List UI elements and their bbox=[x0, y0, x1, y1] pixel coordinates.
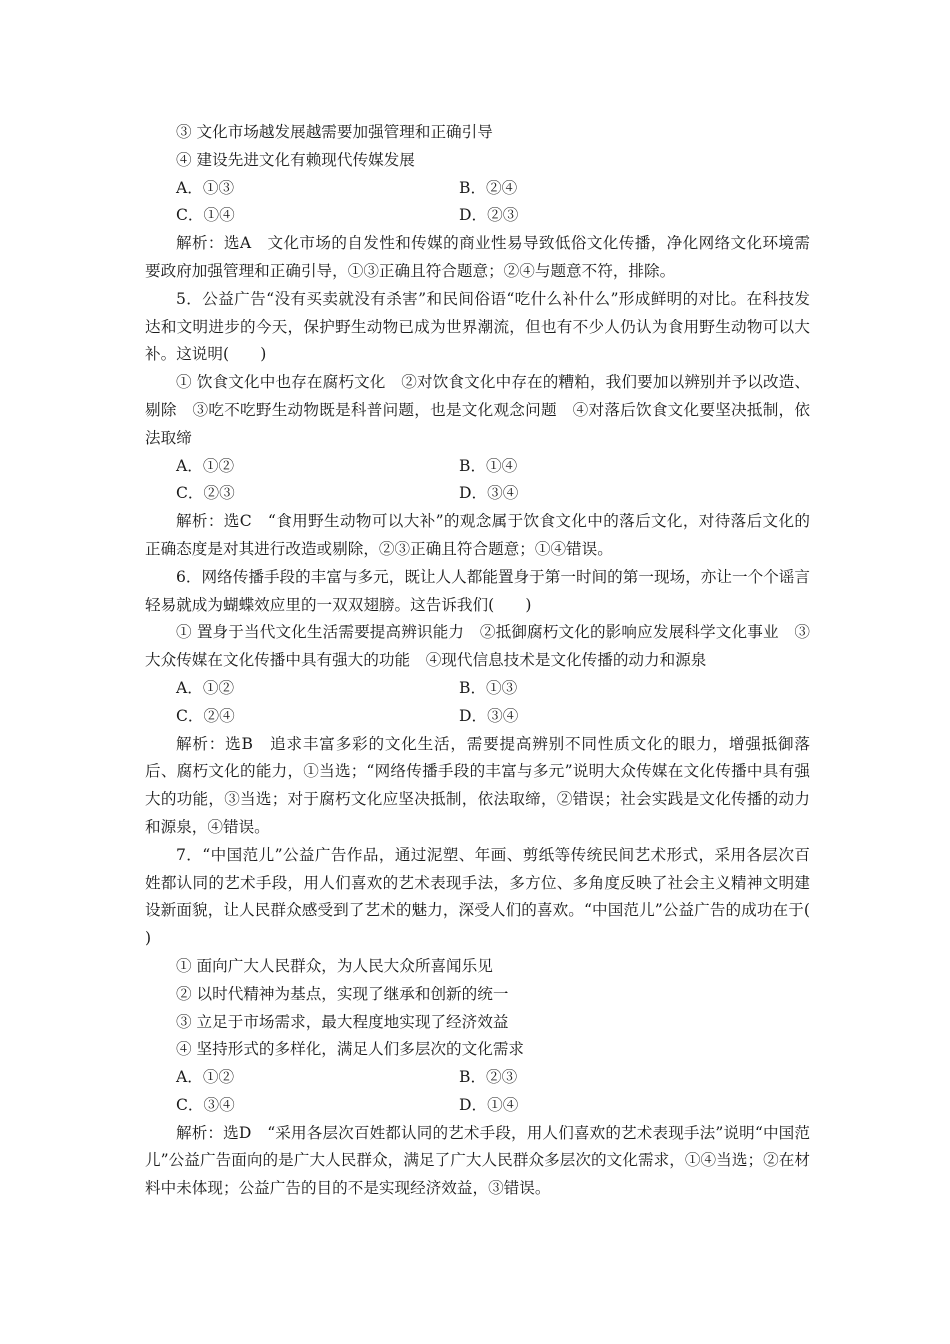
q4-options-row-2 bbox=[145, 202, 810, 230]
q6-option-a: A．①② bbox=[176, 678, 235, 697]
q7-option-a: A．①② bbox=[176, 1068, 235, 1087]
q5-option-d: D．③④ bbox=[459, 484, 519, 503]
q6-options-row-2 bbox=[145, 703, 810, 731]
q7-stem: 7．“中国范儿”公益广告作品，通过泥塑、年画、剪纸等传统民间艺术形式，采用各层次百姓都认同的艺术手段，用人们喜欢的艺术表现手法，多方位、多角度反映了社会主义精神文明建设新面貌，让人民群众感受到了艺术的魅力，深受人们的喜欢。“中国范儿”公益广告的成功在于( ) bbox=[145, 845, 842, 948]
document-content bbox=[145, 119, 842, 1203]
q5-option-a: A．①② bbox=[176, 456, 235, 475]
q7-statement-4: ④ 坚持形式的多样化，满足人们多层次的文化需求 bbox=[176, 1040, 525, 1059]
q6-option-b: B．①③ bbox=[459, 678, 518, 697]
q7-option-b: B．②③ bbox=[459, 1068, 518, 1087]
q5-option-b: B．①④ bbox=[459, 456, 518, 475]
q6-stem: 6．网络传播手段的丰富与多元，既让人人都能置身于第一时间的第一现场，亦让一个个谣言轻易就成为蝴蝶效应里的一双双翅膀。这告诉我们( ) bbox=[145, 567, 810, 614]
q5-option-c: C．②③ bbox=[176, 484, 235, 503]
q7-option-d: D．①④ bbox=[459, 1095, 519, 1114]
q6-analysis: 解析：选B 追求丰富多彩的文化生活，需要提高辨别不同性质文化的眼力，增强抵御落后、腐朽文化的能力，①当选；“网络传播手段的丰富与多元”说明大众传媒在文化传播中具有强大的功能，③当选；对于腐朽文化应坚决抵制，依法取缔，②错误；社会实践是文化传播的动力和源泉，④错误。 bbox=[145, 734, 810, 836]
q7-statement-3: ③ 立足于市场需求，最大程度地实现了经济效益 bbox=[176, 1012, 509, 1031]
q4-statement-4: ④ 建设先进文化有赖现代传媒发展 bbox=[176, 150, 415, 169]
q6-option-c: C．②④ bbox=[176, 706, 235, 725]
q5-statements: ① 饮食文化中也存在腐朽文化 ②对饮食文化中存在的糟粕，我们要加以辨别并予以改造、剔除 ③吃不吃野生动物既是科普问题，也是文化观念问题 ④对落后饮食文化要坚决抵制，依法取缔 bbox=[145, 373, 810, 447]
q4-option-d: D．②③ bbox=[459, 206, 519, 225]
q5-stem: 5．公益广告“没有买卖就没有杀害”和民间俗语“吃什么补什么”形成鲜明的对比。在科技发达和文明进步的今天，保护野生动物已成为世界潮流，但也有不少人仍认为食用野生动物可以大补。这说明( ) bbox=[145, 289, 810, 364]
q7-statement-2: ② 以时代精神为基点，实现了继承和创新的统一 bbox=[176, 984, 509, 1003]
q5-options-row-2 bbox=[145, 480, 810, 508]
q7-analysis: 解析：选D “采用各层次百姓都认同的艺术手段，用人们喜欢的艺术表现手法”说明“中国范儿”公益广告面向的是广大人民群众，满足了广大人民群众多层次的文化需求，①④当选；②在材料中未体现；公益广告的目的不是实现经济效益，③错误。 bbox=[145, 1123, 810, 1198]
q7-options-row-2 bbox=[145, 1092, 810, 1120]
q7-statement-1: ① 面向广大人民群众，为人民大众所喜闻乐见 bbox=[176, 956, 493, 975]
q7-options-row-1 bbox=[145, 1064, 810, 1092]
q4-statement-3: ③ 文化市场越发展越需要加强管理和正确引导 bbox=[176, 123, 493, 141]
q6-options-row-1 bbox=[145, 675, 810, 703]
q6-statements: ① 置身于当代文化生活需要提高辨识能力 ②抵御腐朽文化的影响应发展科学文化事业 ③大众传媒在文化传播中具有强大的功能 ④现代信息技术是文化传播的动力和源泉 bbox=[145, 623, 810, 670]
q4-options-row-1 bbox=[145, 175, 810, 203]
q4-analysis: 解析：选A 文化市场的自发性和传媒的商业性易导致低俗文化传播，净化网络文化环境需要政府加强管理和正确引导，①③正确且符合题意；②④与题意不符，排除。 bbox=[145, 234, 810, 280]
q4-option-a: A．①③ bbox=[176, 178, 235, 197]
q6-option-d: D．③④ bbox=[459, 706, 519, 725]
q5-options-row-1 bbox=[145, 453, 810, 481]
q4-option-b: B．②④ bbox=[459, 178, 518, 197]
q4-option-c: C．①④ bbox=[176, 206, 235, 225]
q7-option-c: C．③④ bbox=[176, 1095, 235, 1114]
q5-analysis: 解析：选C “食用野生动物可以大补”的观念属于饮食文化中的落后文化，对待落后文化的正确态度是对其进行改造或剔除，②③正确且符合题意；①④错误。 bbox=[145, 512, 810, 558]
